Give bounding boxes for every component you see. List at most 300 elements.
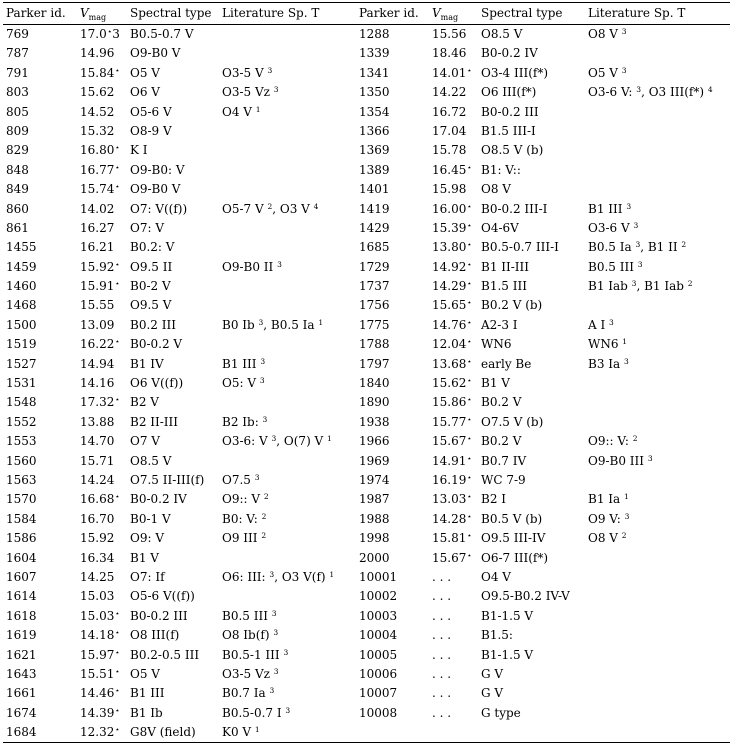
vmag-cell: [80, 452, 114, 471]
vmag-value: 14.92: [432, 259, 467, 274]
literature-sptype: [588, 219, 638, 239]
vmag-value: 14.24: [80, 472, 115, 487]
parker-id: 1643: [6, 666, 37, 681]
vmag-flag-star: ⋆: [114, 162, 120, 172]
spectral-type: O8-9 V: [130, 123, 172, 138]
literature-ref: 1: [622, 337, 628, 347]
parker-id: 1468: [6, 298, 37, 313]
vmag-cell: [432, 704, 451, 723]
vmag-value: . . .: [432, 686, 452, 701]
spectral-type: B2 V: [130, 395, 159, 410]
spectral-type: B1 II-III: [481, 259, 530, 274]
parker-id: 861: [6, 220, 29, 235]
literature-sptype: [222, 723, 260, 743]
vmag-value: 15.91: [80, 279, 115, 294]
vmag-value: 15.32: [80, 123, 115, 138]
literature-ref: 3: [621, 65, 627, 75]
vmag-flag-star: ⋆: [114, 492, 120, 502]
literature-entry: O5-7 V: [222, 201, 268, 216]
vmag-cell: [80, 723, 120, 743]
vmag-cell: [80, 219, 114, 238]
literature-entry: B1 III: [588, 201, 627, 216]
table-row: [3, 723, 730, 742]
vmag-value: 15.92: [80, 259, 115, 274]
table-row: [3, 413, 730, 432]
vmag-value: 15.65: [432, 298, 467, 313]
literature-entry: O4 V: [222, 104, 256, 119]
spectral-type: B1.5:: [481, 628, 513, 643]
vmag-cell: [432, 258, 472, 278]
literature-ref: 3: [626, 201, 632, 211]
vmag-cell: [80, 626, 120, 646]
parker-id: 791: [6, 65, 29, 80]
literature-entry: O3-5 V: [222, 65, 268, 80]
literature-entry: O9:: V: [222, 492, 264, 507]
vmag-value: 16.72: [432, 104, 467, 119]
vmag-flag-star: ⋆: [466, 201, 472, 211]
literature-ref: 1: [329, 569, 335, 579]
parker-id: 1584: [6, 511, 37, 526]
parker-id: 1604: [6, 550, 37, 565]
vmag-value: . . .: [432, 647, 452, 662]
vmag-value: 15.67: [432, 550, 467, 565]
literature-entry: O5 V: [588, 65, 622, 80]
vmag-value: 14.96: [80, 46, 115, 61]
parker-id: 1366: [359, 123, 390, 138]
vmag-flag-star: ⋆: [107, 27, 113, 36]
table-row: [3, 568, 730, 587]
literature-ref: 1: [318, 317, 324, 327]
literature-ref: 3: [269, 569, 275, 579]
literature-sptype: [222, 374, 265, 394]
spectral-type: O7: If: [130, 569, 165, 584]
spectral-type: O7 V: [130, 434, 160, 449]
literature-entry: O6: III:: [222, 569, 270, 584]
vmag-value: 14.70: [80, 434, 115, 449]
spectral-type: B0.2: V: [130, 240, 175, 255]
table-row: [3, 549, 730, 568]
parker-id: 2000: [359, 550, 390, 565]
vmag-flag-star: ⋆: [466, 317, 472, 327]
literature-ref: 3: [254, 472, 260, 482]
vmag-value: 14.28: [432, 511, 467, 526]
vmag-cell: [80, 103, 114, 122]
vmag-cell: [80, 549, 114, 568]
literature-ref: 3: [258, 317, 264, 327]
vmag-value: 14.76: [432, 317, 467, 332]
literature-sptype: [588, 529, 627, 549]
vmag-value: . . .: [432, 705, 452, 720]
vmag-value: 15.77: [432, 414, 467, 429]
spectral-type: O4 V: [481, 569, 511, 584]
spectral-type: B1 V: [481, 376, 510, 391]
vmag-value: 17.04: [432, 123, 467, 138]
vmag-cell: [80, 646, 120, 666]
spectral-type: O8.5 V: [130, 453, 172, 468]
literature-ref: 3: [624, 511, 630, 521]
spectral-type: B0.7 IV: [481, 453, 527, 468]
spectral-type: A2-3 I: [481, 317, 518, 332]
literature-ref: 2: [263, 492, 269, 502]
literature-entry: O3-5 Vz: [222, 666, 274, 681]
parker-id: 10007: [359, 686, 398, 701]
parker-id: 769: [6, 27, 29, 41]
vmag-value: 14.39: [80, 705, 115, 720]
vmag-flag-star: ⋆: [114, 666, 120, 676]
spectral-type: O9-B0 V: [130, 46, 181, 61]
table-body: [3, 25, 730, 742]
vmag-value: 14.22: [432, 85, 467, 100]
vmag-cell: [432, 44, 466, 63]
literature-entry: O8 V: [588, 531, 622, 546]
literature-entry: B0.5 III: [588, 259, 638, 274]
vmag-cell: [80, 490, 120, 510]
vmag-flag-star: ⋆: [114, 337, 120, 347]
vmag-cell: [432, 335, 472, 355]
spectral-type: O5-6 V: [130, 104, 172, 119]
literature-sptype: [222, 529, 266, 549]
literature-entry: B0 Ib: [222, 317, 259, 332]
vmag-value: 14.46: [80, 686, 115, 701]
literature-entry: B0: V:: [222, 511, 262, 526]
vmag-flag-star: ⋆: [114, 143, 120, 153]
parker-id: 1840: [359, 376, 390, 391]
vmag-flag-star: ⋆: [114, 647, 120, 657]
header-spectral-type: Spectral type: [130, 6, 212, 20]
parker-id: 1548: [6, 395, 37, 410]
vmag-value: 13.03: [432, 492, 467, 507]
vmag-value: 14.52: [80, 104, 115, 119]
vmag-flag-star: ⋆: [466, 492, 472, 502]
literature-entry: , O3 V: [272, 201, 314, 216]
vmag-value: 15.39: [432, 220, 467, 235]
parker-id: 803: [6, 85, 29, 100]
vmag-cell: [432, 684, 451, 703]
vmag-value: 16.68: [80, 492, 115, 507]
vmag-flag-star: ⋆: [114, 395, 120, 405]
literature-ref: 3: [271, 434, 277, 444]
vmag-flag-star: ⋆: [466, 162, 472, 172]
table-row: [3, 510, 730, 529]
literature-sptype: [222, 607, 277, 627]
vmag-value: 15.55: [80, 298, 115, 313]
literature-sptype: [222, 646, 288, 666]
table-row: [3, 587, 730, 606]
vmag-cell: [432, 64, 472, 84]
spectral-type: O8.5 V (b): [481, 143, 544, 158]
vmag-cell: [432, 180, 466, 199]
vmag-cell: [80, 161, 120, 181]
vmag-cell: [80, 665, 120, 685]
spectral-type-table: [3, 2, 730, 743]
vmag-cell: [432, 219, 472, 239]
vmag-value: . . .: [432, 666, 452, 681]
vmag-cell: [80, 529, 114, 548]
parker-id: 10004: [359, 628, 398, 643]
vmag-flag-star: ⋆: [114, 705, 120, 715]
literature-ref: 3: [259, 376, 265, 386]
vmag-cell: [432, 238, 472, 258]
vmag-flag-star: ⋆: [114, 725, 120, 735]
table-row: [3, 25, 730, 44]
table-row: [3, 471, 730, 490]
vmag-cell: [80, 355, 114, 374]
literature-sptype: [588, 258, 643, 278]
literature-sptype: [588, 83, 713, 103]
vmag-cell: [80, 277, 120, 297]
literature-ref: 3: [631, 279, 637, 289]
vmag-cell: [80, 393, 120, 413]
spectral-type: B0.5 V (b): [481, 511, 543, 526]
vmag-cell: [80, 568, 114, 587]
spectral-type: O6 V((f)): [130, 376, 184, 391]
literature-entry: B3 Ia: [588, 356, 624, 371]
literature-sptype: [222, 626, 278, 646]
table-row: [3, 432, 730, 451]
literature-sptype: [588, 277, 693, 297]
literature-sptype: [588, 335, 627, 355]
literature-ref: 3: [260, 356, 266, 366]
vmag-value: 15.03: [80, 608, 115, 623]
table-row: [3, 646, 730, 665]
vmag-value: 15.71: [80, 453, 115, 468]
parker-id: 1500: [6, 317, 37, 332]
vmag-value: 15.51: [80, 666, 115, 681]
spectral-type: B1-1.5 V: [481, 608, 534, 623]
literature-sptype: [222, 64, 272, 84]
vmag-value: 16.77: [80, 162, 115, 177]
literature-entry: , B1 II: [640, 240, 682, 255]
vmag-flag-star: ⋆: [466, 434, 472, 444]
vmag-value: 15.98: [432, 182, 467, 197]
spectral-type: B0.2 V (b): [481, 298, 543, 313]
spectral-type: O7.5 II-III(f): [130, 472, 205, 487]
spectral-type: O8.5 V: [481, 27, 523, 41]
literature-entry: , O3 V(f): [274, 569, 330, 584]
parker-id: 860: [6, 201, 29, 216]
spectral-type: B0-0.2 III: [130, 608, 188, 623]
table-header-row: [3, 3, 730, 24]
vmag-cell: [432, 432, 472, 452]
literature-ref: 3: [277, 259, 282, 269]
vmag-flag-star: ⋆: [114, 182, 120, 192]
vmag-flag-star: ⋆: [466, 259, 472, 269]
vmag-value: 15.97: [80, 647, 115, 662]
literature-ref: 3: [271, 608, 277, 618]
table-row: [3, 684, 730, 703]
literature-ref: 2: [267, 201, 273, 211]
literature-ref: 3: [269, 686, 275, 696]
table-row: [3, 296, 730, 315]
parker-id: 848: [6, 162, 29, 177]
vmag-cell: [432, 393, 472, 413]
spectral-type: O9.5 III-IV: [481, 531, 546, 546]
vmag-flag-star: ⋆: [466, 472, 472, 482]
literature-ref: 3: [623, 356, 629, 366]
literature-entry: B0.7 Ia: [222, 686, 270, 701]
table-row: [3, 704, 730, 723]
parker-id: 1553: [6, 434, 37, 449]
literature-sptype: [588, 452, 653, 472]
spectral-type: B0-1 V: [130, 511, 171, 526]
spectral-type: B0-0.2 III-I: [481, 201, 548, 216]
literature-sptype: [588, 316, 614, 336]
vmag-flag-star: ⋆: [466, 279, 472, 289]
parker-id: 1339: [359, 46, 390, 61]
parker-id: 1552: [6, 414, 37, 429]
vmag-cell: [80, 510, 114, 529]
vmag-value: 16.21: [80, 240, 115, 255]
vmag-value: 16.80: [80, 143, 115, 158]
table-row: [3, 607, 730, 626]
vmag-cell: [80, 64, 120, 84]
parker-id: 1938: [359, 414, 390, 429]
parker-id: 1350: [359, 85, 390, 100]
literature-entry: B2 Ib:: [222, 414, 263, 429]
vmag-cell: [432, 122, 466, 141]
parker-id: 787: [6, 46, 29, 61]
vmag-cell: [80, 296, 114, 315]
vmag-value: 14.16: [80, 376, 115, 391]
vmag-flag-star: ⋆: [466, 531, 472, 541]
spectral-type: B1.5 III-I: [481, 123, 536, 138]
vmag-cell: [80, 316, 114, 335]
spectral-type: B0.2 V: [481, 434, 522, 449]
vmag-cell: [80, 413, 114, 432]
table-row: [3, 122, 730, 141]
vmag-flag-star: ⋆: [466, 220, 472, 230]
parker-id: 1988: [359, 511, 390, 526]
header-vmag-symbol-right: V: [432, 6, 441, 20]
vmag-flag-star: ⋆: [466, 240, 472, 250]
parker-id: 10006: [359, 666, 398, 681]
vmag-cell: [80, 587, 114, 606]
vmag-value: 15.78: [432, 143, 467, 158]
spectral-type: B0-0.2 V: [130, 337, 183, 352]
vmag-cell: [432, 452, 472, 472]
literature-sptype: [222, 355, 265, 375]
literature-sptype: [588, 490, 629, 510]
vmag-cell: [432, 374, 472, 394]
parker-id: 1674: [6, 705, 37, 720]
vmag-value: 18.46: [432, 46, 467, 61]
parker-id: 1419: [359, 201, 390, 216]
literature-sptype: [222, 316, 323, 336]
parker-id: 1389: [359, 162, 390, 177]
parker-id: 1560: [6, 453, 37, 468]
parker-id: 829: [6, 143, 29, 158]
vmag-value: 15.84: [80, 65, 115, 80]
vmag-cell: [80, 238, 114, 257]
literature-sptype: [588, 238, 686, 258]
vmag-cell: [80, 607, 120, 627]
vmag-flag-star: ⋆: [466, 376, 472, 386]
literature-ref: 2: [261, 531, 267, 541]
spectral-type: B2 II-III: [130, 414, 179, 429]
literature-ref: 2: [681, 240, 687, 250]
literature-sptype: [222, 103, 261, 123]
vmag-value: . . .: [432, 569, 452, 584]
literature-ref: 1: [255, 104, 261, 114]
table-row: [3, 529, 730, 548]
literature-ref: 1: [623, 492, 629, 502]
literature-entry: , O(7) V: [276, 434, 328, 449]
parker-id: 1619: [6, 628, 37, 643]
parker-id: 809: [6, 123, 29, 138]
literature-sptype: [588, 510, 629, 530]
literature-ref: 2: [687, 279, 693, 289]
vmag-value: . . .: [432, 608, 452, 623]
parker-id: 1797: [359, 356, 390, 371]
vmag-cell: [80, 258, 120, 278]
parker-id: 1455: [6, 240, 37, 255]
vmag-cell: [80, 141, 120, 161]
spectral-type: O5 V: [130, 65, 160, 80]
vmag-value: 15.92: [80, 531, 115, 546]
vmag-value: 14.29: [432, 279, 467, 294]
vmag-flag-star: ⋆: [114, 65, 120, 75]
spectral-type: early Be: [481, 356, 532, 371]
spectral-type: O7: V((f)): [130, 201, 188, 216]
literature-sptype: [222, 704, 290, 724]
table-row: [3, 161, 730, 180]
spectral-type: B1 IV: [130, 356, 164, 371]
literature-entry: O5: V: [222, 376, 260, 391]
vmag-cell: [432, 296, 472, 316]
parker-id: 1459: [6, 259, 37, 274]
vmag-value: 15.62: [80, 85, 115, 100]
parker-id: 1614: [6, 589, 37, 604]
parker-id: 1775: [359, 317, 390, 332]
literature-entry: A I: [588, 317, 610, 332]
spectral-type: O9.5-B0.2 IV-V: [481, 589, 570, 604]
table-row: [3, 374, 730, 393]
table-row: [3, 238, 730, 257]
vmag-flag-star: ⋆: [114, 608, 120, 618]
vmag-flag-star: ⋆: [466, 453, 472, 463]
spectral-type: B0.2 III: [130, 317, 176, 332]
header-literature-sptype-right: Literature Sp. T: [588, 6, 686, 20]
vmag-cell: [80, 374, 114, 393]
literature-entry: , O3 III(f*): [641, 85, 708, 100]
literature-ref: 4: [313, 201, 319, 211]
header-vmag: [80, 3, 106, 25]
spectral-type: B0-0.2 IV: [130, 492, 187, 507]
spectral-type: B0.5-0.7 III-I: [481, 240, 559, 255]
header-vmag-subscript-right: mag: [440, 13, 459, 22]
literature-entry: O3-6 V: [588, 220, 634, 235]
literature-entry: B0.5 III: [222, 608, 272, 623]
parker-id: 1661: [6, 686, 37, 701]
spectral-type: O9.5 V: [130, 298, 172, 313]
table-row: [3, 219, 730, 238]
parker-id: 1987: [359, 492, 390, 507]
vmag-flag-star: ⋆: [466, 395, 472, 405]
literature-ref: 3: [633, 220, 639, 230]
table-row: [3, 393, 730, 412]
vmag-flag-star: ⋆: [466, 550, 472, 560]
vmag-cell: [432, 549, 472, 569]
spectral-type: G V: [481, 666, 504, 681]
vmag-cell: [80, 335, 120, 355]
vmag-value: 12.32: [80, 725, 115, 740]
vmag-cell: [80, 83, 114, 102]
literature-entry: O9-B0 II: [222, 259, 278, 274]
vmag-value: 12.04: [432, 337, 467, 352]
literature-ref: 1: [254, 725, 260, 735]
table-row: [3, 626, 730, 645]
vmag-value: 15.81: [432, 531, 467, 546]
